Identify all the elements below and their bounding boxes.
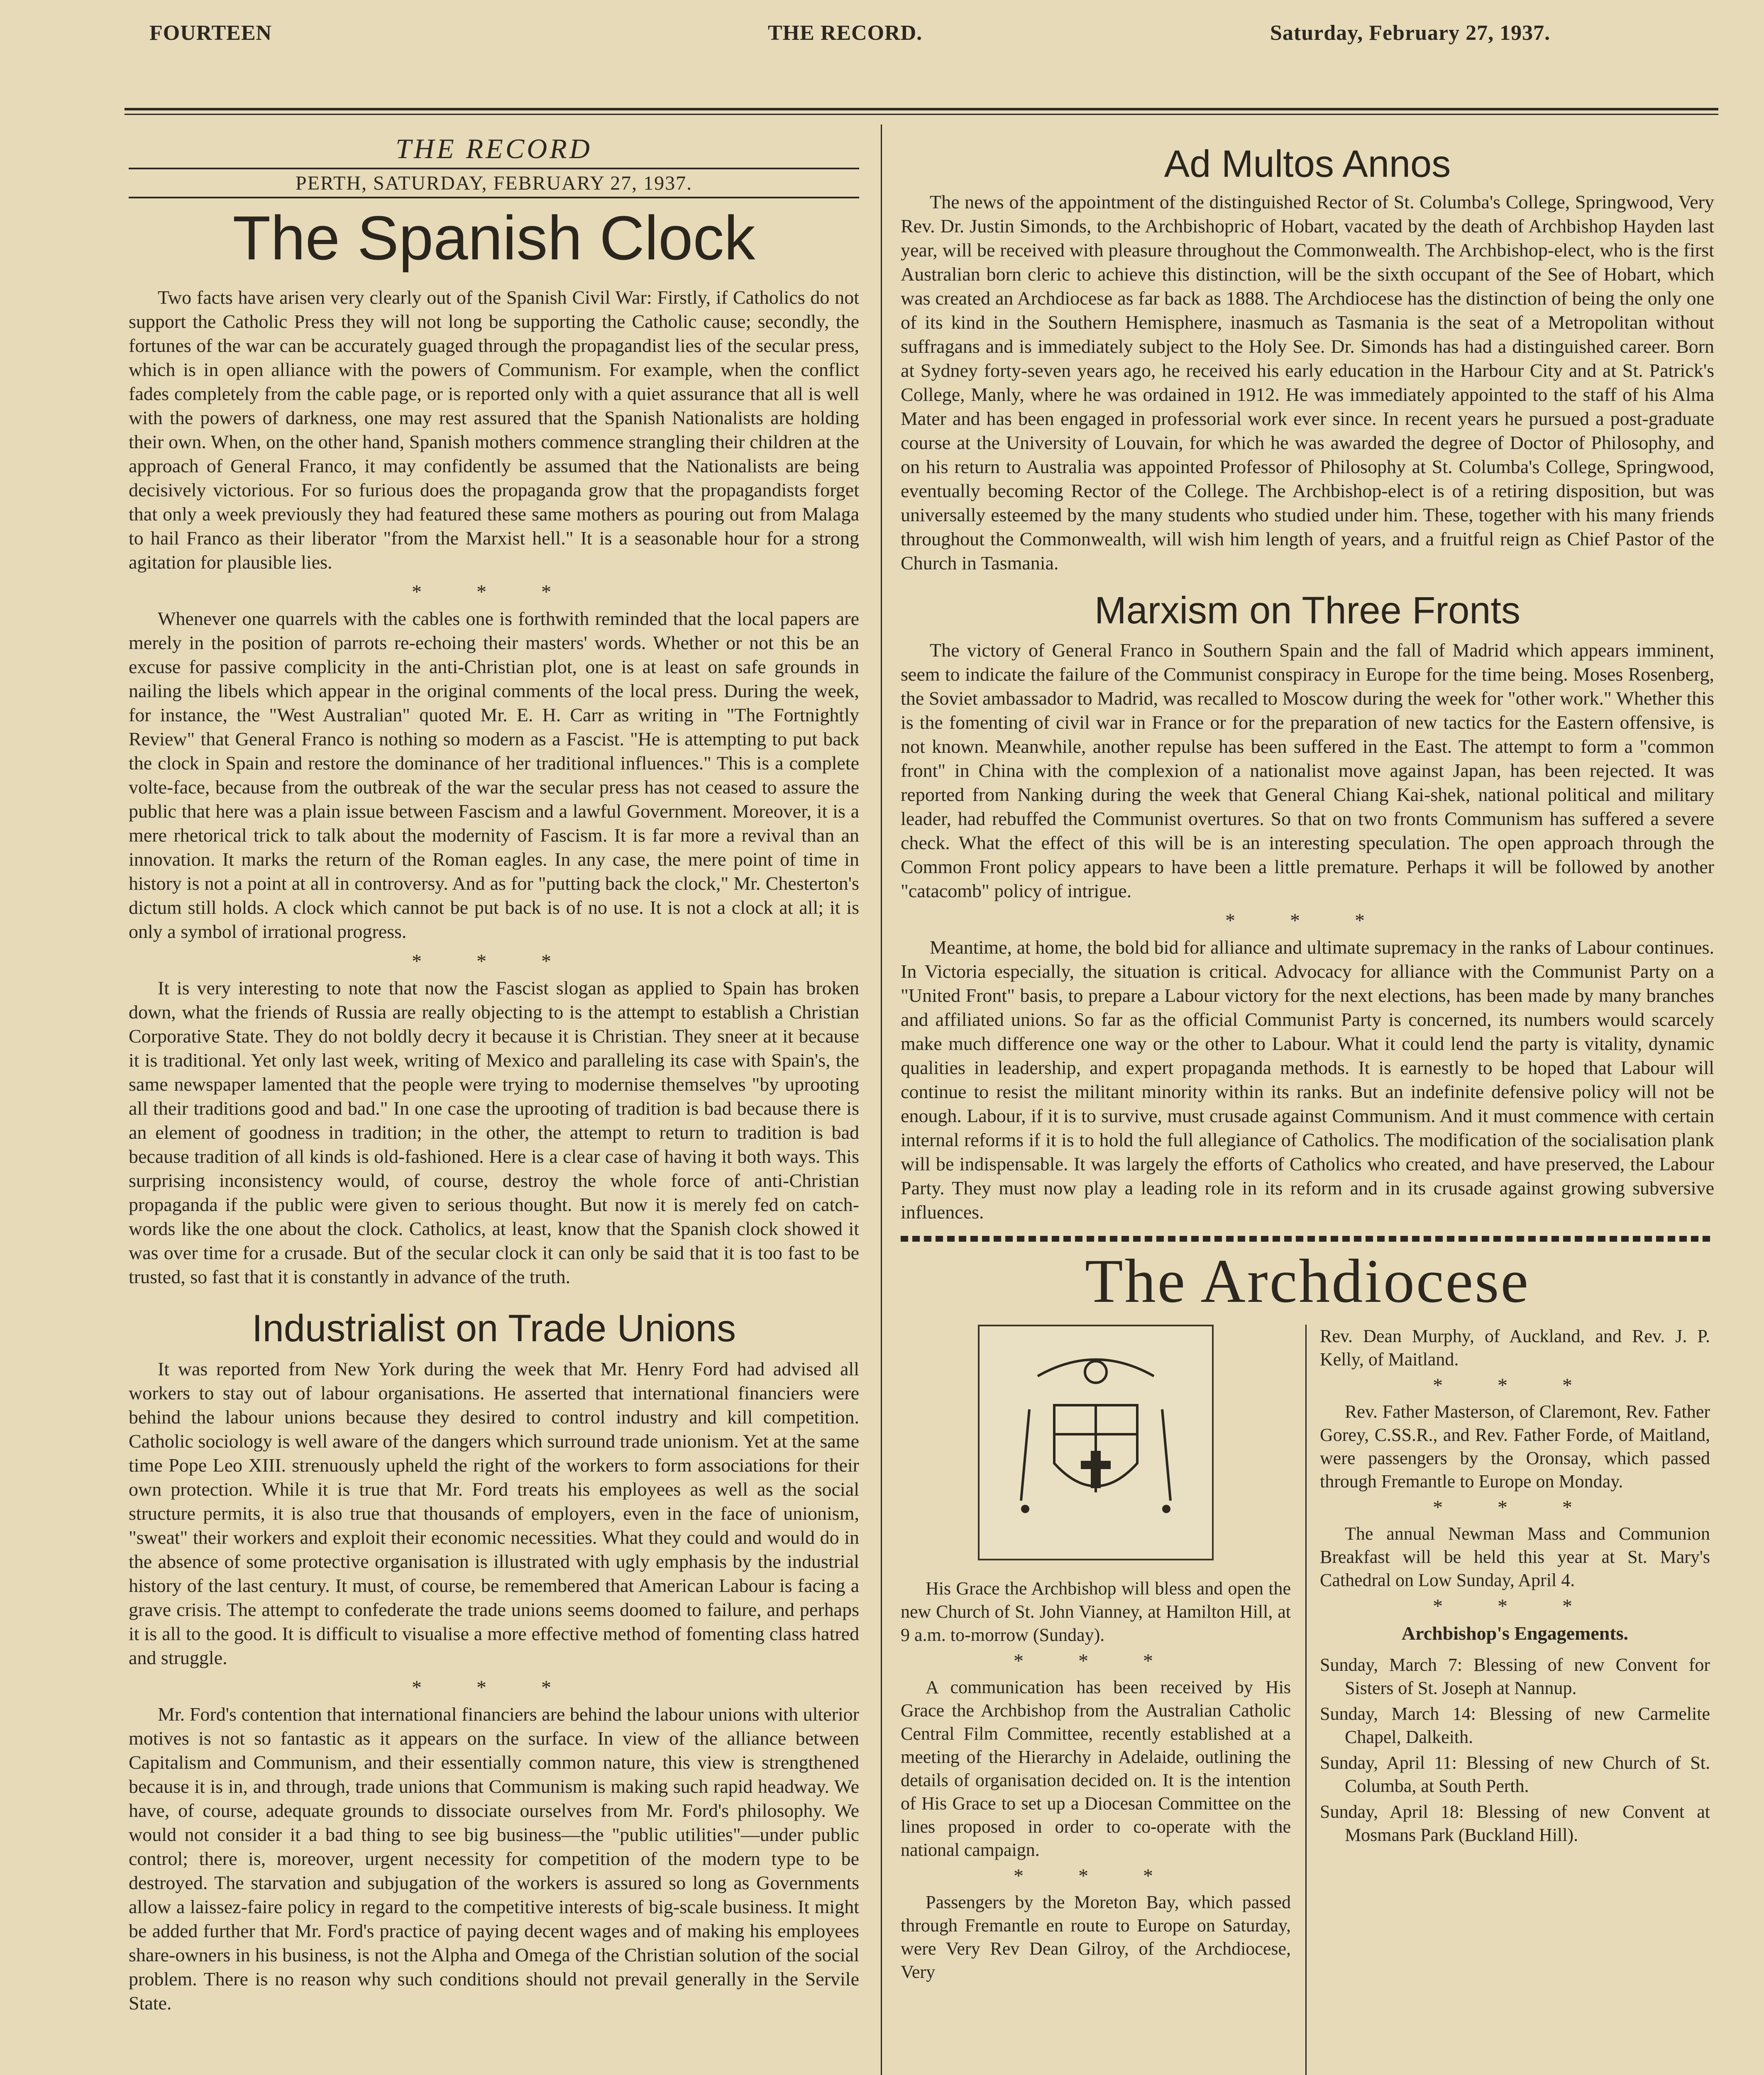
archdiocese-left	[901, 1325, 1291, 1992]
separator-stars: * * *	[412, 581, 576, 603]
left-column	[129, 124, 859, 2027]
ad-multos-title: Ad Multos Annos	[1164, 143, 1451, 185]
archdiocese-top-border	[901, 1236, 1714, 1242]
engagement-item: Sunday, April 18: Blessing of new Convent at Mosmans Park (Buckland Hill).	[1320, 1802, 1710, 1845]
issue-date: Saturday, February 27, 1937.	[1270, 21, 1551, 45]
archdiocese-divider	[1305, 1325, 1307, 2075]
industrialist-paragraph: Mr. Ford's contention that international financiers are behind the labour unions with ulterior motives is not so fantastic as it appears on the surface. In view of the alliance between Capitalism and Communism, and their essentially common nature, this view is strengthened because it is in, and through, trade unions that Communism is making such rapid headway. We have, of course, adequate grounds to dissociate ourselves from Mr. Ford's philosophy. We would not consider it a bad thing to see big business—the "public utilities"—under public control; there is, moreover, urgent necessity for competition of the modern type to be destroyed. The starvation and subjugation of the workers is assured so long as Governments allow a laissez-faire policy in regard to the competitive interests of big-scale business. It might be added further that Mr. Ford's practice of paying decent wages and of making his employees share-owners in his business, is not the Alpha and Omega of the Christian solution of the social problem. There is no reason why such conditions should not prevail generally in the Servile State.	[129, 1704, 859, 2014]
masthead-rule	[129, 168, 859, 169]
archdiocese-item: The annual Newman Mass and Communion Breakfast will be held this year at St. Mary's Cathedral on Low Sunday, April 4.	[1320, 1523, 1710, 1590]
marxism-paragraph: The victory of General Franco in Southern Spain and the fall of Madrid which appears imminent, seem to indicate the failure of the Communist conspiracy in Europe for the time being. Moses Rosenberg, the Soviet ambassador to Madrid, was recalled to Moscow during the week for "other work." Whether this is the fomenting of civil war in France or for the preparation of new tactics for the Eastern offensive, is not known. Meanwhile, another repulse has been suffered in the East. The attempt to form a "common front" in China with the complexion of a nationalist move against Japan, has been rejected. It was reported from Nanking during the week that General Chiang Kai-shek, national political and military leader, had rebuffed the Communist overtures. So that on two fronts Communism has suffered a severe check. What the effect of this will be is an interesting speculation. The open approach through the Common Front policy appears to have been a little premature. Perhaps it will be followed by another "catacomb" policy of intrigue.	[901, 640, 1714, 901]
separator-stars: * * *	[1014, 1865, 1178, 1887]
engagements-title: Archbishop's Engagements.	[1401, 1623, 1629, 1644]
masthead-rule-2	[129, 197, 859, 198]
header-rule-thin	[125, 114, 1718, 115]
separator-stars: * * *	[1014, 1650, 1178, 1672]
separator-stars: * * *	[1225, 910, 1390, 932]
spanish-clock-paragraph: It is very interesting to note that now the Fascist slogan as applied to Spain has broken down, what the friends of Russia are really objecting to is the attempt to establish a Christian Corporative State. They do not boldly decry it because it is Christian. They sneer at it because it is traditional. Yet only last week, writing of Mexico and paralleling its case with Spain's, the same newspaper lamented that the people were trying to modernise themselves "by uprooting all their traditions good and bad." In one case the uprooting of tradition is bad because there is an element of goodness in tradition; in the other, the attempt to return to tradition is bad because tradition of all kinds is old-fashioned. Here is a clear case of having it both ways. This surprising inconsistency would, of course, destroy the whole force of anti-Christian propaganda if the public were given to serious thought. But now it is merely fed on catch-words like the one about the clock. Catholics, at least, know that the Spanish clock showed it was over time for a crusade. But of the secular clock it can only be said that it is too fast to be trusted, so fast that it is constantly in advance of the truth.	[129, 977, 859, 1287]
header-rule	[125, 108, 1718, 110]
separator-stars: * * *	[412, 950, 576, 972]
spanish-clock-paragraph: Two facts have arisen very clearly out of the Spanish Civil War: Firstly, if Catholics do not support the Catholic Press they will not long be supporting the Catholic cause; secondly, the fortunes of the war can be accurately guaged through the propagandist lies of the secular press, which is in open alliance with the powers of Communism. For example, when the conflict fades completely from the cable page, or is reported only with a quiet assurance that all is well with the powers of darkness, one may rest assured that the Spanish Nationalists are holding their own. When, on the other hand, Spanish mothers commence strangling their children at the approach of General Franco, it may confidently be assumed that the Nationalists are being decisively victorious. For so furious does the propaganda grow that the propagandists forget that only a week previously they had featured these same mothers as pouring out from Malaga to hail Franco as their liberator "from the Marxist hell." It is a seasonable hour for a strong agitation for plausible lies.	[129, 287, 859, 573]
separator-stars: * * *	[1433, 1496, 1597, 1518]
coat-of-arms-icon	[978, 1325, 1214, 1560]
engagement-item: Sunday, March 7: Blessing of new Convent for Sisters of St. Joseph at Nannup.	[1320, 1655, 1710, 1698]
archdiocese-item: His Grace the Archbishop will bless and open the new Church of St. John Vianney, at Hamilton Hill, at 9 a.m. to-morrow (Sunday).	[901, 1578, 1291, 1645]
archdiocese-item: A communication has been received by His Grace the Archbishop from the Australian Catholic Central Film Committee, recently established at a meeting of the Hierarchy in Adelaide, outlining the details of organisation decided on. It is the intention of His Grace to set up a Diocesan Committee on the lines proposed in order to co-operate with the national campaign.	[901, 1677, 1291, 1860]
page-number: FOURTEEN	[149, 21, 272, 45]
masthead-dateline: PERTH, SATURDAY, FEBRUARY 27, 1937.	[295, 172, 693, 194]
engagement-item: Sunday, March 14: Blessing of new Carmelite Chapel, Dalkeith.	[1320, 1704, 1710, 1747]
right-column	[901, 124, 1714, 2075]
archdiocese-item: Rev. Father Masterson, of Claremont, Rev. Father Gorey, C.SS.R., and Rev. Father Forde, of Maitland, were passengers by the Oronsay, which passed through Fremantle to Europe on Monday.	[1320, 1401, 1710, 1492]
marxism-title: Marxism on Three Fronts	[1095, 589, 1520, 632]
archdiocese-item: Rev. Dean Murphy, of Auckland, and Rev. J. P. Kelly, of Maitland.	[1320, 1326, 1710, 1370]
engagement-item: Sunday, April 11: Blessing of new Church of St. Columba, at South Perth.	[1320, 1753, 1710, 1796]
paper-name: THE RECORD.	[768, 21, 923, 45]
archdiocese-right	[1320, 1325, 1710, 1849]
archdiocese-title: The Archdiocese	[1085, 1247, 1530, 1316]
masthead-title: THE RECORD	[396, 133, 592, 164]
column-divider	[881, 124, 882, 2075]
separator-stars: * * *	[412, 1677, 576, 1699]
separator-stars: * * *	[1433, 1595, 1597, 1617]
ad-multos-paragraph: The news of the appointment of the distinguished Rector of St. Columba's College, Springwood, Very Rev. Dr. Justin Simonds, to the Archbishopric of Hobart, vacated by the death of Archbishop Hayden last year, will be received with pleasure throughout the Commonwealth. The Archbishop-elect, who is the first Australian born cleric to achieve this distinction, will be the sixth occupant of the See of Hobart, which was created an Archdiocese as far back as 1888. The Archdiocese has the distinction of being the only one of its kind in the Southern Hemisphere, inasmuch as Tasmania is the seat of a Metropolitan without suffragans and is immediately subject to the Holy See. Dr. Simonds has had a distinguished career. Born at Sydney forty-seven years ago, he received his early education in the Harbour City and at St. Patrick's College, Manly, where he was ordained in 1912. He was immediately appointed to the staff of his Alma Mater and has been engaged in professorial work ever since. In recent years he pursued a post-graduate course at the University of Louvain, for which he was awarded the degree of Doctor of Philosophy, and on his return to Australia was appointed Professor of Philosophy at St. Columba's College, Springwood, eventually becoming Rector of the College. The Archbishop-elect is of a retiring disposition, but was universally esteemed by the many students who studied under him. These, together with his many friends throughout the Commonwealth, will wish him length of years, and a fruitful reign as Chief Pastor of the Church in Tasmania.	[901, 191, 1714, 574]
marxism-paragraph: Meantime, at home, the bold bid for alliance and ultimate supremacy in the ranks of Labour continues. In Victoria especially, the situation is critical. Advocacy for alliance with the Communist Party on a "United Front" basis, to prepare a Labour victory for the next elections, has been made by many branches and affiliated unions. So far as the official Communist Party is concerned, its numbers would scarcely make much difference one way or the other to Labour. What it could lend the party is vitality, dynamic qualities in leadership, and expert propaganda methods. It is earnestly to be hoped that Labour will continue to resist the militant minority within its ranks. But an indefinite defensive policy will not be enough. Labour, if it is to survive, must crusade against Communism. And it must commence with certain internal reforms if it is to hold the full allegiance of Catholics. The modification of the socialisation plank will be indispensable. It was largely the efforts of Catholics who created, and have preserved, the Labour Party. They must now play a leading role in its reform and in its crusade against growing subversive influences.	[901, 937, 1714, 1223]
archdiocese-item: Passengers by the Moreton Bay, which passed through Fremantle en route to Europe on Saturday, were Very Rev Dean Gilroy, of the Archdiocese, Very	[901, 1892, 1291, 1982]
industrialist-paragraph: It was reported from New York during the week that Mr. Henry Ford had advised all workers to stay out of labour organisations. He asserted that international financiers were behind the labour unions because they desired to control industry and kill competition. Catholic sociology is well aware of the dangers which surround trade unionism. Yet at the same time Pope Leo XIII. strenuously upheld the right of the workers to form associations for their own protection. While it is true that Mr. Ford treats his employees as well as the social structure permits, it is also true that thousands of employers, even in the face of unionism, "sweat" their workers and exploit their economic necessities. What they could and would do in the absence of some protective organisation is illustrated with ugly emphasis by the industrial history of the last century. It must, of course, be remembered that American Labour is facing a grave crisis. The attempt to confederate the trade unions seems doomed to failure, and perhaps it is all to the good. It is difficult to visualise a more effective method of fomenting class hatred and struggle.	[129, 1358, 859, 1668]
separator-stars: * * *	[1433, 1374, 1597, 1396]
spanish-clock-title: The Spanish Clock	[232, 203, 755, 273]
industrialist-title: Industrialist on Trade Unions	[252, 1307, 736, 1350]
archdiocese-body	[901, 1325, 1714, 2075]
spanish-clock-paragraph: Whenever one quarrels with the cables one is forthwith reminded that the local papers are merely in the position of parrots re-echoing their masters' words. Whether or not this be an excuse for passive complicity in the anti-Christian plot, one is at least on safe grounds in nailing the libels which appear in the original comments of the local press. During the week, for instance, the "West Australian" quoted Mr. E. H. Carr as writing in "The Fortnightly Review" that General Franco is nothing so modern as a Fascist. "He is attempting to put back the clock in Spain and restore the dominance of her traditional influences." This is a complete volte-face, because from the outbreak of the war the secular press has not ceased to assure the public that here was a plain issue between Fascism and a lawful Government. Moreover, it is a mere rhetorical trick to talk about the modernity of Fascism. It is far more a revival than an innovation. It marks the return of the Roman eagles. In any case, the mere point of time in history is not a point at all in controversy. And as for "putting back the clock," Mr. Chesterton's dictum still holds. A clock which cannot be put back is of no use. It is not a clock at all; it is only a symbol of irrational progress.	[129, 608, 859, 942]
